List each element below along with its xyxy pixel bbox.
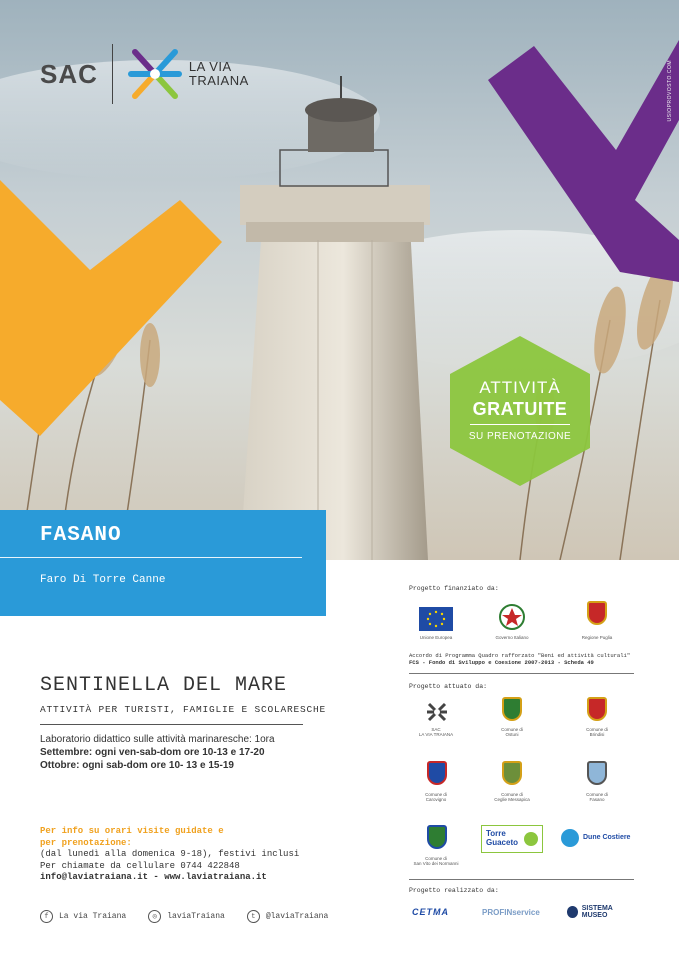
ent5-l1: Comune di: [586, 792, 608, 797]
partners-column: [409, 585, 634, 935]
sistema-museo-text: SISTEMA MUSEO: [581, 905, 613, 919]
agreement-line2: FCS - Fondo di Sviluppo e Coesione 2007-2013 - Scheda 49: [409, 659, 594, 666]
ent4: [482, 792, 542, 802]
ent3-l2: Carovigno: [425, 797, 447, 802]
social-links: [40, 910, 350, 923]
sistema-museo-logo: [567, 905, 634, 919]
event-subtitle: ATTIVITÀ PER TURISTI, FAMIGLIE E SCOLARESCHE: [40, 704, 327, 715]
ent5-l2: Fasano: [589, 797, 605, 802]
desc-line2: Settembre: ogni ven-sab-dom ore 10-13 e 17-20: [40, 747, 265, 758]
ent0: [406, 727, 466, 737]
ent2-l1: Comune di: [586, 727, 608, 732]
ent6-l2: San Vito dei Normanni: [413, 861, 459, 866]
torre-guaceto-text: [486, 829, 518, 847]
facebook-link[interactable]: [40, 910, 126, 923]
twitter-icon: t: [247, 910, 260, 923]
ent2: [567, 727, 627, 737]
badge-divider: [470, 424, 570, 425]
desc-line3: Ottobre: ogni sab-dom ore 10- 13 e 15-19: [40, 760, 234, 771]
ent4-l1: Comune di: [501, 792, 523, 797]
realized-label: Progetto realizzato da:: [409, 887, 499, 894]
ent7-l2: Guaceto: [486, 838, 519, 847]
torre-guaceto-icon: [524, 832, 538, 846]
badge-line2: GRATUITE: [472, 399, 568, 419]
ent4-l2: Ceglie Messapica: [494, 797, 530, 802]
gov-caption: Governo Italiano: [495, 635, 529, 640]
ent6: [406, 856, 466, 866]
sistema-museo-icon: [567, 906, 578, 918]
ent1-l2: Ostuni: [505, 732, 519, 737]
logo-text: [189, 60, 249, 88]
ent1-l1: Comune di: [501, 727, 523, 732]
cetma-logo: CETMA: [412, 907, 449, 917]
carovigno-emblem-icon: [427, 761, 447, 785]
twitter-link[interactable]: [247, 910, 328, 923]
via-traiana-icon: [127, 44, 183, 104]
subtitle-divider: [40, 724, 303, 725]
ent5: [567, 792, 627, 802]
fasano-emblem-icon: [587, 761, 607, 785]
ent3: [406, 792, 466, 802]
agreement-line1: Accordo di Programma Quadro rafforzato "Beni ed attività culturali": [409, 652, 631, 659]
ceglie-emblem-icon: [502, 761, 522, 785]
torre-guaceto-logo: [481, 825, 543, 853]
ent7-l1: Torre: [486, 829, 506, 838]
city-name: FASANO: [40, 524, 122, 547]
facebook-icon: f: [40, 910, 53, 923]
puglia-emblem-icon: [587, 601, 607, 625]
implemented-label: Progetto attuato da:: [409, 683, 488, 690]
logo-divider: [112, 44, 113, 104]
ent2-l2: Brindisi: [589, 732, 605, 737]
location-divider: [0, 557, 302, 558]
dune-costiere-text: Dune Costiere: [583, 834, 631, 841]
ent0-l2: LA VIA TRAIANA: [418, 732, 454, 737]
ent6-l1: Comune di: [425, 856, 447, 861]
sac-mark-icon: [426, 701, 448, 723]
info-contacts[interactable]: info@laviatraiana.it - www.laviatraiana.it: [40, 872, 267, 882]
dune-costiere-icon: [561, 829, 579, 847]
section-divider: [409, 673, 634, 674]
info-line1: Per info su orari visite guidate e: [40, 826, 224, 836]
location-box: [0, 510, 326, 616]
header-logo: [40, 44, 249, 104]
badge-line1: ATTIVITÀ: [479, 378, 561, 397]
info-line3: (dal lunedì alla domenica 9-18), festivi inclusi: [40, 849, 300, 859]
instagram-label: laviaTraiana: [167, 912, 225, 921]
logo-line1: LA VIA: [188, 59, 232, 74]
instagram-icon: ◎: [148, 910, 161, 923]
dune-costiere-logo: [561, 825, 633, 853]
funding-label: Progetto finanziato da:: [409, 585, 499, 592]
section-divider-2: [409, 879, 634, 880]
desc-line1: Laboratorio didattico sulle attività marinaresche: 1ora: [40, 734, 275, 745]
brindisi-emblem-icon: [587, 697, 607, 721]
region-caption: Regione Puglia: [581, 635, 613, 640]
profin-logo: PROFINservice: [482, 908, 540, 917]
info-block: [40, 826, 299, 884]
place-name: Faro Di Torre Canne: [40, 574, 166, 586]
info-line4: Per chiamate da cellulare 0744 422848: [40, 860, 240, 871]
agreement-text: [409, 652, 634, 666]
orange-chevron: [0, 180, 222, 436]
instagram-link[interactable]: [148, 910, 225, 923]
twitter-label: @laviaTraiana: [265, 912, 329, 921]
badge-text: [450, 336, 590, 486]
event-description: [40, 733, 275, 772]
facebook-label: La via Traiana: [59, 912, 127, 921]
info-line2: per prenotazione:: [40, 837, 132, 848]
ent0-l1: SAC: [431, 727, 441, 732]
logo-line2: TRAIANA: [188, 73, 249, 88]
eu-caption: Unione Europea: [419, 635, 453, 640]
ent1: [482, 727, 542, 737]
sac-logo: SAC: [40, 58, 98, 89]
eu-flag-icon: [419, 607, 453, 631]
italy-emblem-icon: [499, 603, 525, 631]
event-title: SENTINELLA DEL MARE: [40, 674, 288, 697]
ent3-l1: Comune di: [425, 792, 447, 797]
badge-line3: SU PRENOTAZIONE: [468, 431, 572, 442]
photo-credit: USIOPROVOSTO.COM: [667, 60, 673, 122]
ostuni-emblem-icon: [502, 697, 522, 721]
san-vito-emblem-icon: [427, 825, 447, 849]
